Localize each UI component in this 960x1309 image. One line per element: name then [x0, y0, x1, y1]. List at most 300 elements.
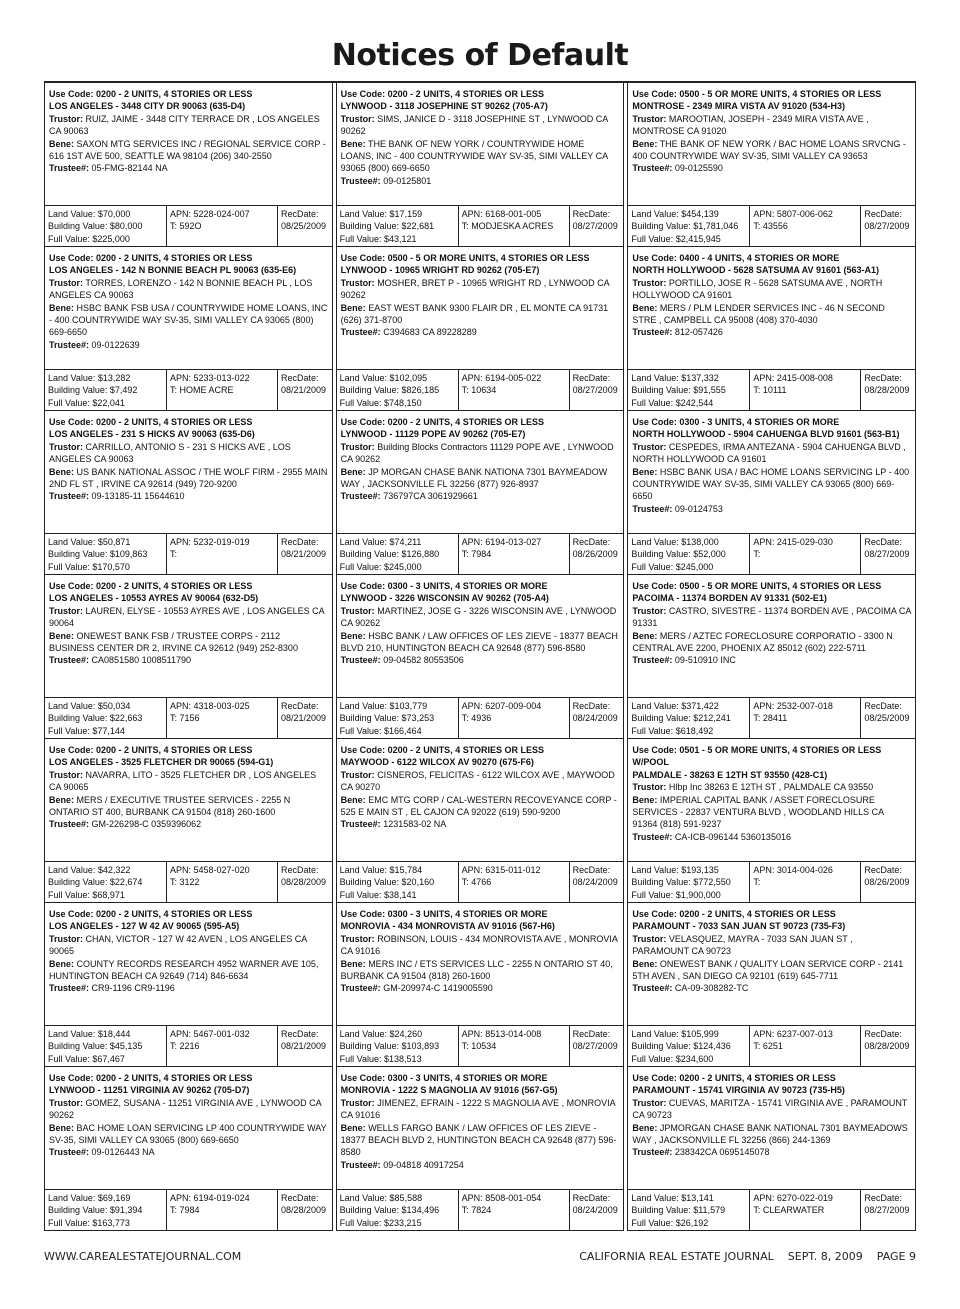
notice-line — [753, 1028, 857, 1040]
notice-line — [340, 889, 455, 901]
full-value-label: Full Value: — [631, 561, 674, 572]
land-value-label: Land Value: — [339, 865, 388, 875]
full-value-label: Full Value: — [48, 889, 90, 900]
notice-line — [170, 208, 274, 220]
notice-line — [573, 208, 621, 220]
bene-value: MERS / AZTEC FORECLOSURE CORPORATIO - 3300 N CENTRAL AVE 2200, PHOENIX AZ 85012 (602) 222-5711 — [632, 630, 893, 654]
building-value-label: Building Value: — [48, 549, 108, 560]
notice-line — [573, 700, 621, 712]
apn-value: 5232-019-019 — [193, 537, 250, 547]
bene-value: THE BANK OF NEW YORK / COUNTRYWIDE HOME LOANS, INC - 400 COUNTRYWIDE WAY SV-35, SIMI VALLEY CA 93065 (800) 669-6650 — [340, 138, 608, 174]
notice-line — [573, 1204, 621, 1216]
trustee-label: Trustee#: — [340, 327, 381, 338]
trustee-value: 09-13185-11 15644610 — [91, 491, 185, 502]
notice-line — [49, 756, 328, 768]
notice-line — [573, 1028, 621, 1040]
notice-line — [631, 220, 746, 232]
notice-line — [170, 1204, 274, 1216]
notice-line — [48, 876, 163, 888]
bene-label: Bene: — [632, 1122, 658, 1133]
land-value-label: Land Value: — [631, 1193, 679, 1203]
notice-card — [627, 83, 916, 247]
notice-line — [340, 725, 455, 737]
apn-value: 8508-001-054 — [485, 1193, 542, 1203]
notice-line — [631, 1217, 746, 1229]
trustor-value: TORRES, LORENZO - 142 N BONNIE BEACH PL , LOS ANGELES CA 90063 — [49, 277, 313, 301]
trustee-label: Trustee#: — [49, 655, 90, 666]
notice-line — [341, 490, 620, 502]
use-code: Use Code: 0200 - 2 UNITS, 4 STORIES OR LESS — [340, 417, 545, 427]
recdate-column — [860, 206, 915, 246]
use-code: Use Code: 0500 - 5 OR MORE UNITS, 4 STORIES OR LESS — [632, 581, 882, 591]
recdate-column — [277, 1190, 332, 1230]
notice-line — [631, 725, 746, 737]
recdate-value: 08/27/2009 — [864, 221, 910, 232]
notice-line — [281, 372, 329, 384]
recdate-label: RecDate: — [864, 1029, 902, 1039]
trustee-label: Trustee#: — [49, 983, 90, 994]
recdate-value: 08/27/2009 — [572, 1041, 618, 1052]
building-value-label: Building Value: — [339, 549, 400, 560]
notice-line — [632, 416, 911, 428]
full-value-label: Full Value: — [48, 397, 90, 408]
notice-line — [631, 876, 746, 888]
tract-label: T: — [170, 1041, 178, 1052]
bene-value: IMPERIAL CAPITAL BANK / ASSET FORECLOSURE SERVICES - 22837 VENTURA BLVD , WOODLAND HILLS CA 91364 (818) 591-9237 — [632, 794, 884, 830]
trustor-value: CHAN, VICTOR - 127 W 42 AVEN , LOS ANGELES CA 90065 — [49, 933, 307, 957]
value-column — [45, 1190, 166, 1230]
apn-value: 3014-004-026 — [776, 865, 833, 875]
notice-line — [341, 982, 620, 994]
land-value: $137,332 — [681, 373, 719, 383]
apn-column — [749, 534, 860, 574]
notice-details — [45, 1067, 332, 1189]
recdate-value: 08/27/2009 — [572, 221, 618, 232]
notice-line — [340, 1217, 455, 1229]
full-value-label: Full Value: — [339, 889, 382, 900]
bene-value: HSBC BANK / LAW OFFICES OF LES ZIEVE - 18377 BEACH BLVD 210, HUNTINGTON BEACH CA 92648 (877) 596-8580 — [340, 630, 618, 654]
full-value: $77,144 — [92, 725, 125, 736]
tract-label: T: — [753, 549, 761, 560]
trustor-label: Trustor: — [49, 769, 84, 780]
building-value-label: Building Value: — [48, 221, 108, 232]
notice-line — [49, 339, 328, 351]
notice-card — [44, 739, 333, 903]
notice-line — [341, 113, 620, 138]
trustee-value: 09-0122639 — [91, 339, 140, 350]
full-value: $138,513 — [384, 1053, 422, 1064]
notice-line — [753, 536, 857, 548]
notice-line — [573, 864, 621, 876]
apn-label: APN: — [753, 701, 775, 711]
building-value-label: Building Value: — [339, 1041, 400, 1052]
building-value: $11,579 — [693, 1205, 726, 1216]
tract-value: 43556 — [762, 221, 788, 232]
full-value: $1,900,000 — [675, 889, 721, 900]
tract-label: T: — [170, 877, 178, 888]
notice-line — [49, 744, 328, 756]
notice-line — [631, 536, 746, 548]
notice-details — [628, 739, 915, 861]
trustee-value: CR9-1196 CR9-1196 — [91, 983, 175, 994]
full-value: $245,000 — [675, 561, 714, 572]
building-value-label: Building Value: — [48, 385, 108, 396]
notice-line — [631, 1192, 746, 1204]
notice-details — [45, 575, 332, 697]
bene-value: EMC MTG CORP / CAL-WESTERN RECOVEYANCE CORP - 525 E MAIN ST , EL CAJON CA 92022 (619) 590-9200 — [340, 794, 617, 818]
apn-column — [458, 862, 569, 902]
use-code: Use Code: 0300 - 3 UNITS, 4 STORIES OR MORE — [632, 417, 840, 427]
notice-line — [49, 277, 328, 302]
value-column — [45, 534, 166, 574]
notice-line — [632, 326, 911, 338]
tract-label: T: — [170, 713, 178, 724]
recdate-value: 08/28/2009 — [864, 1041, 910, 1052]
building-value-label: Building Value: — [631, 1205, 691, 1216]
notice-line — [340, 536, 455, 548]
page-title: Notices of Default — [331, 38, 629, 73]
trustor-value: Hlbp Inc 38263 E 12TH ST , PALMDALE CA 93550 — [668, 782, 874, 793]
notice-line — [632, 794, 911, 831]
bene-value: THE BANK OF NEW YORK / BAC HOME LOANS SRVCNG - 400 COUNTRYWIDE WAY SV-35, SIMI VALLEY CA 93653 — [632, 138, 906, 162]
notice-line — [341, 744, 620, 756]
notice-values — [45, 1025, 332, 1066]
notice-line — [632, 1084, 911, 1096]
notice-line — [632, 654, 911, 666]
tract-label: T: — [170, 221, 178, 232]
apn-value: 6270-022-019 — [776, 1193, 833, 1203]
notice-line — [341, 302, 620, 327]
trustee-label: Trustee#: — [340, 983, 381, 994]
notice-line — [170, 1192, 274, 1204]
notice-card — [44, 1067, 333, 1231]
notice-line — [631, 1053, 746, 1065]
recdate-value: 08/28/2009 — [281, 877, 327, 888]
apn-column — [166, 1026, 277, 1066]
notice-details — [628, 411, 915, 533]
recdate-column — [569, 862, 624, 902]
full-value-label: Full Value: — [48, 561, 90, 572]
apn-label: APN: — [170, 209, 192, 219]
notice-line — [281, 1204, 329, 1216]
use-code: Use Code: 0300 - 3 UNITS, 4 STORIES OR MORE — [340, 581, 548, 591]
recdate-column — [569, 534, 624, 574]
property-location: LYNWOOD - 11251 VIRGINIA AV 90262 (705-D7) — [49, 1085, 250, 1096]
building-value-label: Building Value: — [631, 549, 691, 560]
notice-line — [49, 1146, 328, 1158]
apn-value: 5233-013-022 — [193, 373, 250, 383]
notice-line — [632, 605, 911, 630]
tract-label: T: — [753, 1041, 761, 1052]
trustee-value: 09-04582 80553506 — [383, 655, 464, 666]
apn-column — [166, 534, 277, 574]
trustee-value: C394683 CA 89228289 — [383, 327, 477, 338]
bene-label: Bene: — [632, 466, 658, 477]
trustor-value: CASTRO, SIVESTRE - 11374 BORDEN AVE , PACOIMA CA 91331 — [632, 605, 911, 629]
trustor-label: Trustor: — [632, 277, 667, 288]
full-value: $245,000 — [384, 561, 422, 572]
use-code: Use Code: 0200 - 2 UNITS, 4 STORIES OR LESS — [49, 745, 253, 755]
apn-label: APN: — [753, 209, 775, 219]
notice-line — [341, 100, 620, 112]
recdate-label: RecDate: — [281, 537, 319, 547]
notice-line — [864, 700, 912, 712]
use-code: Use Code: 0300 - 3 UNITS, 4 STORIES OR MORE — [340, 909, 548, 919]
property-location: MAYWOOD - 6122 WILCOX AV 90270 (675-F6) — [340, 757, 534, 768]
building-value: $73,253 — [401, 713, 435, 724]
notice-values — [337, 533, 624, 574]
recdate-column — [277, 534, 332, 574]
notice-line — [49, 794, 328, 819]
notice-line — [462, 1204, 566, 1216]
recdate-value: 08/21/2009 — [281, 385, 327, 396]
tract-label: T: — [461, 1205, 469, 1216]
notice-line — [573, 548, 621, 560]
recdate-label: RecDate: — [864, 537, 902, 547]
trustor-value: CARRILLO, ANTONIO S - 231 S HICKS AVE , LOS ANGELES CA 90063 — [49, 441, 291, 465]
apn-column — [458, 1026, 569, 1066]
notice-line — [753, 548, 857, 560]
full-value-label: Full Value: — [631, 397, 674, 408]
notice-line — [170, 1040, 274, 1052]
recdate-label: RecDate: — [864, 865, 902, 875]
tract-value: MODJESKA ACRES — [471, 221, 554, 232]
bene-value: HSBC BANK FSB USA / COUNTRYWIDE HOME LOANS, INC - 400 COUNTRYWIDE WAY SV-35, SIMI VALLEY CA 93065 (800) 669-6650 — [49, 302, 328, 338]
property-location: PARAMOUNT - 7033 SAN JUAN ST 90723 (735-F3) — [632, 921, 846, 932]
notice-line — [340, 372, 455, 384]
trustor-value: MOSHER, BRET P - 10965 WRIGHT RD , LYNWOOD CA 90262 — [340, 277, 610, 301]
notice-values — [45, 205, 332, 246]
notice-line — [341, 277, 620, 302]
recdate-value: 08/24/2009 — [572, 713, 618, 724]
notice-values — [628, 1025, 915, 1066]
property-location: LYNWOOD - 3118 JOSEPHINE ST 90262 (705-A7) — [340, 101, 548, 112]
notice-line — [48, 233, 163, 245]
notice-line — [48, 548, 163, 560]
notice-line — [573, 372, 621, 384]
land-value-label: Land Value: — [631, 209, 679, 219]
recdate-column — [860, 1026, 915, 1066]
footer-website[interactable]: WWW.CAREALESTATEJOURNAL.COM — [44, 1250, 242, 1263]
building-value: $80,000 — [109, 221, 143, 232]
property-location: MONTROSE - 2349 MIRA VISTA AV 91020 (534-H3) — [632, 101, 846, 112]
trustee-label: Trustee#: — [49, 1147, 90, 1158]
full-value: $38,141 — [384, 889, 417, 900]
notice-values — [45, 1189, 332, 1230]
notice-line — [49, 580, 328, 592]
apn-value: 5228-024-007 — [193, 209, 250, 219]
notice-line — [632, 441, 911, 466]
apn-column — [749, 698, 860, 738]
notice-details — [45, 411, 332, 533]
land-value: $74,211 — [389, 537, 422, 547]
trustee-label: Trustee#: — [340, 819, 381, 830]
notice-line — [48, 384, 163, 396]
trustor-label: Trustor: — [340, 605, 375, 616]
notice-line — [48, 1053, 163, 1065]
bene-value: HSBC BANK USA / BAC HOME LOANS SERVICING LP - 400 COUNTRYWIDE WAY SV-35, SIMI VALLEY CA 93065 (800) 669-6650 — [632, 466, 910, 502]
land-value: $103,779 — [389, 701, 428, 711]
notice-line — [49, 1072, 328, 1084]
trustee-label: Trustee#: — [632, 655, 673, 666]
full-value-label: Full Value: — [631, 725, 674, 736]
notice-card — [336, 1067, 625, 1231]
notice-details — [45, 903, 332, 1025]
notice-line — [49, 654, 328, 666]
notice-card — [627, 575, 916, 739]
recdate-label: RecDate: — [572, 373, 611, 383]
building-value-label: Building Value: — [48, 877, 108, 888]
recdate-label: RecDate: — [281, 1193, 319, 1203]
notice-line — [573, 384, 621, 396]
notice-line — [341, 958, 620, 983]
trustee-value: 812-057426 — [674, 327, 723, 338]
notice-values — [628, 369, 915, 410]
notice-line — [341, 1084, 620, 1096]
trustee-value: 09-0124753 — [674, 503, 723, 514]
land-value: $50,034 — [97, 701, 131, 711]
building-value-label: Building Value: — [631, 221, 691, 232]
tract-value: 4936 — [471, 713, 492, 724]
land-value-label: Land Value: — [631, 701, 679, 711]
notice-line — [632, 592, 911, 604]
apn-value: 6315-011-012 — [485, 865, 541, 875]
land-value-label: Land Value: — [631, 537, 679, 547]
tract-label: T: — [170, 549, 178, 560]
property-location: LOS ANGELES - 127 W 42 AV 90065 (595-A5) — [49, 921, 240, 932]
notice-line — [49, 818, 328, 830]
notice-line — [631, 384, 746, 396]
tract-label: T: — [753, 221, 761, 232]
building-value-label: Building Value: — [339, 877, 400, 888]
land-value-label: Land Value: — [48, 701, 96, 711]
notice-line — [864, 1204, 912, 1216]
notice-values — [45, 533, 332, 574]
bene-label: Bene: — [632, 794, 658, 805]
value-column — [45, 698, 166, 738]
notice-line — [48, 864, 163, 876]
notice-line — [462, 1028, 566, 1040]
full-value-label: Full Value: — [631, 1217, 674, 1228]
property-location: LOS ANGELES - 10553 AYRES AV 90064 (632-D5) — [49, 593, 259, 604]
recdate-column — [860, 698, 915, 738]
bene-value: SAXON MTG SERVICES INC / REGIONAL SERVICE CORP - 616 1ST AVE 500, SEATTLE WA 98104 (206) 340-2550 — [49, 138, 326, 162]
notice-line — [341, 794, 620, 819]
full-value: $170,570 — [92, 561, 130, 572]
apn-label: APN: — [461, 209, 483, 219]
notice-line — [632, 982, 911, 994]
notice-line — [632, 138, 911, 163]
trustor-label: Trustor: — [49, 113, 84, 124]
notice-line — [462, 384, 566, 396]
land-value: $50,871 — [97, 537, 131, 547]
building-value: $134,496 — [401, 1205, 440, 1216]
property-location: LOS ANGELES - 3525 FLETCHER DR 90065 (594-G1) — [49, 757, 274, 768]
property-location: NORTH HOLLYWOOD - 5628 SATSUMA AV 91601 (563-A1) — [632, 265, 880, 276]
notice-line — [341, 908, 620, 920]
apn-column — [749, 1026, 860, 1066]
notice-values — [337, 697, 624, 738]
notice-line — [753, 712, 857, 724]
tract-value: 7824 — [471, 1205, 492, 1216]
trustor-value: MAROOTIAN, JOSEPH - 2349 MIRA VISTA AVE , MONTROSE CA 91020 — [632, 113, 869, 137]
full-value: $22,041 — [92, 397, 125, 408]
value-column — [628, 698, 749, 738]
notice-line — [49, 982, 328, 994]
notice-line — [864, 536, 912, 548]
notice-line — [49, 1084, 328, 1096]
apn-label: APN: — [753, 537, 775, 547]
bene-value: MERS INC / ETS SERVICES LLC - 2255 N ONTARIO ST 40, BURBANK CA 91504 (818) 260-1600 — [340, 958, 613, 982]
notice-line — [753, 208, 857, 220]
notice-details — [337, 739, 624, 861]
trustor-value: CISNEROS, FELICITAS - 6122 WILCOX AVE , MAYWOOD CA 90270 — [340, 769, 615, 793]
building-value-label: Building Value: — [339, 385, 400, 396]
notice-line — [864, 548, 912, 560]
recdate-label: RecDate: — [572, 701, 611, 711]
land-value: $42,322 — [97, 865, 131, 875]
notice-line — [573, 536, 621, 548]
notice-card — [44, 83, 333, 247]
recdate-column — [569, 1190, 624, 1230]
apn-label: APN: — [461, 373, 483, 383]
land-value: $102,095 — [389, 373, 428, 383]
recdate-label: RecDate: — [281, 701, 319, 711]
land-value-label: Land Value: — [339, 209, 388, 219]
notice-details — [628, 1067, 915, 1189]
value-column — [628, 1026, 749, 1066]
trustee-label: Trustee#: — [49, 819, 90, 830]
building-value-label: Building Value: — [631, 713, 691, 724]
bene-label: Bene: — [340, 1122, 366, 1133]
full-value: $43,121 — [384, 233, 417, 244]
notice-line — [341, 756, 620, 768]
land-value-label: Land Value: — [631, 865, 679, 875]
tract-value: 10634 — [471, 385, 497, 396]
notice-details — [45, 739, 332, 861]
notice-line — [462, 1192, 566, 1204]
notice-card — [627, 411, 916, 575]
notice-line — [462, 876, 566, 888]
recdate-label: RecDate: — [281, 209, 319, 219]
notice-line — [632, 162, 911, 174]
recdate-value: 08/25/2009 — [281, 221, 327, 232]
notice-line — [631, 561, 746, 573]
property-location: LYNWOOD - 11129 POPE AV 90262 (705-E7) — [340, 429, 526, 440]
apn-column — [166, 1190, 277, 1230]
building-value: $826,185 — [401, 385, 440, 396]
tract-value: CLEARWATER — [762, 1205, 825, 1216]
bene-label: Bene: — [632, 302, 658, 313]
notice-line — [340, 561, 455, 573]
notice-line — [573, 712, 621, 724]
tract-value: HOME ACRE — [179, 385, 234, 396]
apn-column — [749, 862, 860, 902]
notice-line — [753, 1192, 857, 1204]
full-value: $233,215 — [384, 1217, 422, 1228]
trustor-label: Trustor: — [632, 933, 667, 944]
recdate-label: RecDate: — [864, 373, 902, 383]
notice-values — [337, 369, 624, 410]
trustee-value: 05-FMG-82144 NA — [91, 163, 168, 174]
apn-label: APN: — [170, 1029, 192, 1039]
notice-line — [573, 876, 621, 888]
notice-line — [281, 384, 329, 396]
bene-label: Bene: — [49, 138, 75, 149]
notices-grid — [44, 81, 916, 1231]
recdate-value: 08/24/2009 — [572, 1205, 618, 1216]
tract-value: 10534 — [471, 1041, 497, 1052]
